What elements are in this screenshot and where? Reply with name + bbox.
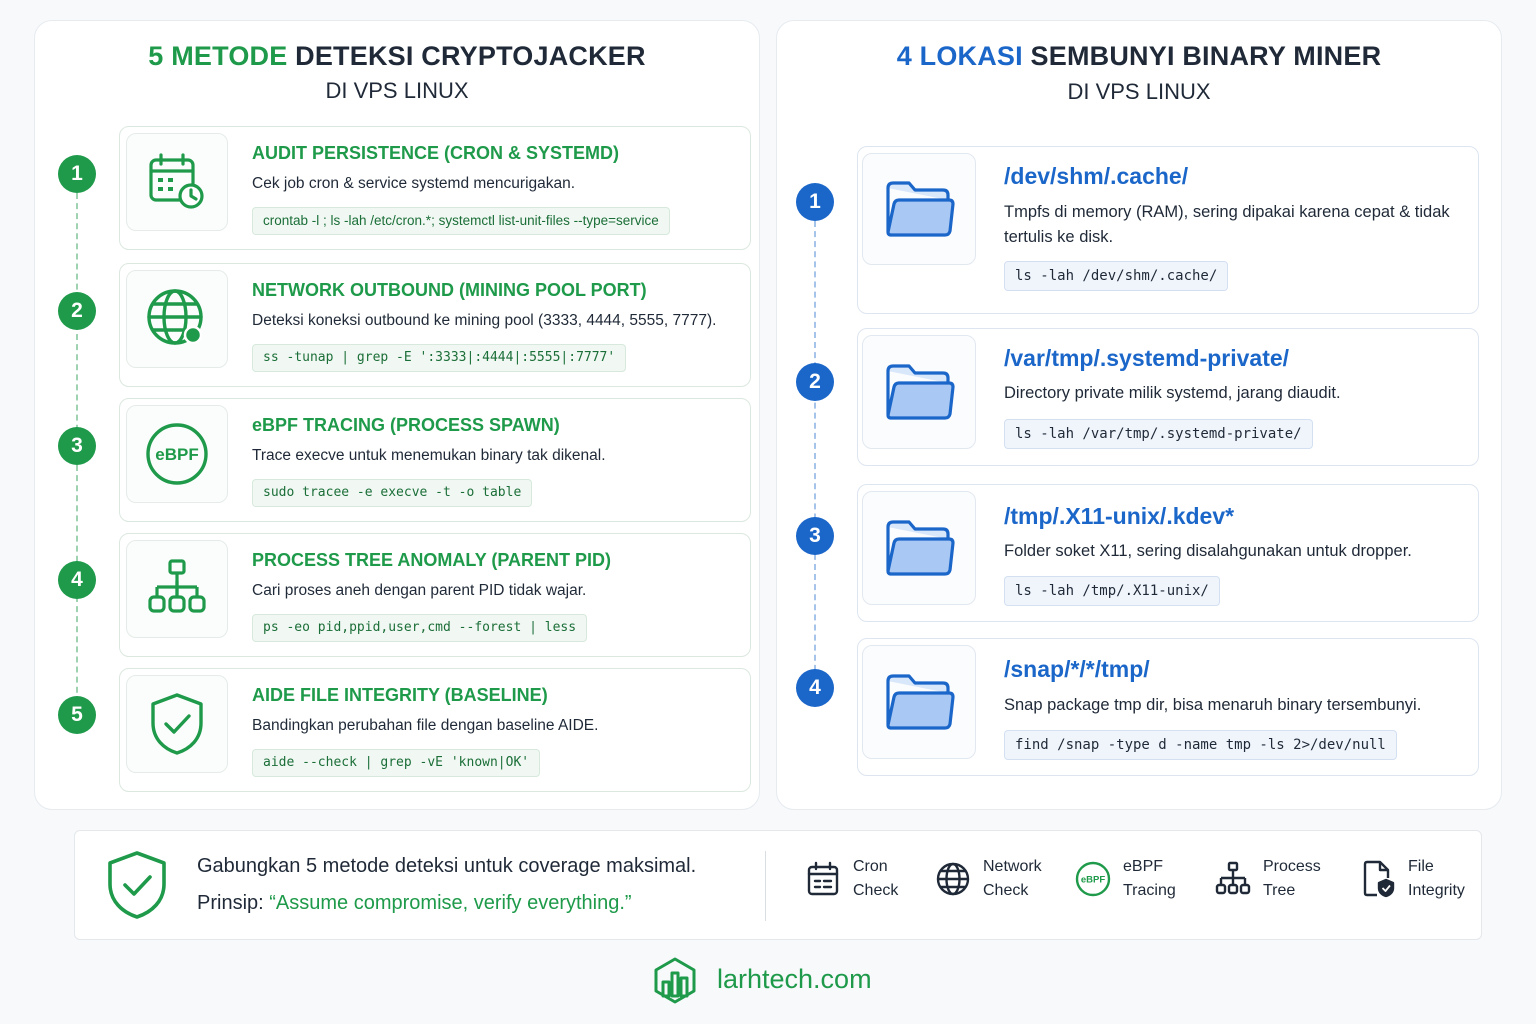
site-url[interactable]: larhtech.com <box>717 964 872 994</box>
method-command: crontab -l ; ls -lah /etc/cron.*; systemctl list-unit-files --type=service <box>252 207 670 235</box>
methods-title: 5 METODE DETEKSI CRYPTOJACKER <box>148 41 646 71</box>
feature-file-integrity <box>1358 855 1488 903</box>
step-number-3: 3 <box>58 427 96 465</box>
globe-icon <box>933 859 973 899</box>
location-command: find /snap -type d -name tmp -ls 2>/dev/null <box>1004 730 1397 760</box>
folder-icon <box>862 645 976 759</box>
step-number-1: 1 <box>58 155 96 193</box>
process-tree-icon <box>1213 859 1253 899</box>
location-path: /dev/shm/.cache/ <box>1004 163 1189 189</box>
feature-process-tree <box>1213 855 1343 903</box>
summary-bar <box>74 830 1482 940</box>
location-number-4: 4 <box>796 669 834 707</box>
location-command: ls -lah /var/tmp/.systemd-private/ <box>1004 419 1313 449</box>
feature-cron-check <box>803 855 933 903</box>
method-card-network <box>119 263 751 387</box>
method-description: Cek job cron & service systemd mencurigakan. <box>252 175 576 192</box>
methods-panel <box>34 20 760 810</box>
locations-title: 4 LOKASI SEMBUNYI BINARY MINER <box>896 41 1382 71</box>
step-number-4: 4 <box>58 561 96 599</box>
method-command: sudo tracee -e execve -t -o table <box>252 479 532 507</box>
step-number-5: 5 <box>58 696 96 734</box>
method-card-cron <box>119 126 751 250</box>
svg-text:eBPF: eBPF <box>155 445 199 464</box>
location-card-dev-shm <box>857 146 1479 314</box>
method-heading: AUDIT PERSISTENCE (CRON & SYSTEMD) <box>252 143 620 163</box>
svg-text:eBPF: eBPF <box>1080 874 1106 886</box>
step-number-2: 2 <box>58 292 96 330</box>
location-path: /var/tmp/.systemd-private/ <box>1004 345 1290 371</box>
method-card-ebpf <box>119 398 751 522</box>
summary-principle: Prinsip: “Assume compromise, verify everything.” <box>197 892 632 914</box>
feature-network-check <box>933 855 1063 903</box>
locations-subtitle: DI VPS LINUX <box>1067 79 1211 104</box>
location-number-2: 2 <box>796 363 834 401</box>
feature-label: File Integrity <box>1408 858 1465 899</box>
method-heading: AIDE FILE INTEGRITY (BASELINE) <box>252 685 548 705</box>
location-description: Directory private milik systemd, jarang diaudit. <box>1004 384 1341 402</box>
location-path: /tmp/.X11-unix/.kdev* <box>1004 503 1235 529</box>
shield-check-icon <box>105 849 169 926</box>
method-command: ss -tunap | grep -E ':3333|:4444|:5555|:7777' <box>252 344 626 372</box>
location-number-3: 3 <box>796 517 834 555</box>
summary-line: Gabungkan 5 metode deteksi untuk coverage maksimal. <box>197 855 697 877</box>
location-card-snap <box>857 638 1479 776</box>
larhtech-logo-icon <box>652 956 698 1009</box>
methods-subtitle: DI VPS LINUX <box>325 78 469 103</box>
method-heading: eBPF TRACING (PROCESS SPAWN) <box>252 415 560 435</box>
shield-check-icon <box>126 675 228 773</box>
method-description: Deteksi koneksi outbound ke mining pool (3333, 4444, 5555, 7777). <box>252 312 717 329</box>
method-heading: NETWORK OUTBOUND (MINING POOL PORT) <box>252 280 647 300</box>
process-tree-icon <box>126 540 228 638</box>
method-command: ps -eo pid,ppid,user,cmd --forest | less <box>252 614 587 642</box>
calendar-clock-icon <box>126 133 228 231</box>
location-command: ls -lah /dev/shm/.cache/ <box>1004 261 1228 291</box>
feature-label: Cron Check <box>853 858 899 899</box>
location-path: /snap/*/*/tmp/ <box>1004 656 1150 682</box>
folder-icon <box>862 153 976 265</box>
locations-connector-line <box>814 221 816 691</box>
location-description: Folder soket X11, sering disalahgunakan untuk dropper. <box>1004 542 1412 560</box>
feature-ebpf-tracing <box>1073 855 1203 903</box>
ebpf-icon <box>1073 859 1113 899</box>
location-card-tmp-x11 <box>857 484 1479 622</box>
globe-icon <box>126 270 228 368</box>
method-description: Trace execve untuk menemukan binary tak dikenal. <box>252 447 606 464</box>
folder-icon <box>862 491 976 605</box>
method-card-aide <box>119 668 751 792</box>
method-description: Bandingkan perubahan file dengan baseline AIDE. <box>252 717 599 734</box>
feature-label: Process Tree <box>1263 858 1321 899</box>
location-description: Tmpfs di memory (RAM), sering dipakai karena cepat & tidak tertulis ke disk. <box>1004 203 1450 246</box>
method-card-process-tree <box>119 533 751 657</box>
location-description: Snap package tmp dir, bisa menaruh binary tersembunyi. <box>1004 696 1422 714</box>
method-command: aide --check | grep -vE 'known|OK' <box>252 749 540 777</box>
location-card-var-tmp <box>857 328 1479 466</box>
location-command: ls -lah /tmp/.X11-unix/ <box>1004 576 1220 606</box>
folder-icon <box>862 335 976 449</box>
file-shield-icon <box>1358 859 1398 899</box>
divider <box>765 851 766 921</box>
calendar-icon <box>803 859 843 899</box>
feature-label: Network Check <box>983 858 1042 899</box>
method-description: Cari proses aneh dengan parent PID tidak wajar. <box>252 582 587 599</box>
feature-label: eBPF Tracing <box>1123 858 1176 899</box>
method-heading: PROCESS TREE ANOMALY (PARENT PID) <box>252 550 612 570</box>
ebpf-icon <box>126 405 228 503</box>
location-number-1: 1 <box>796 183 834 221</box>
locations-panel <box>776 20 1502 810</box>
